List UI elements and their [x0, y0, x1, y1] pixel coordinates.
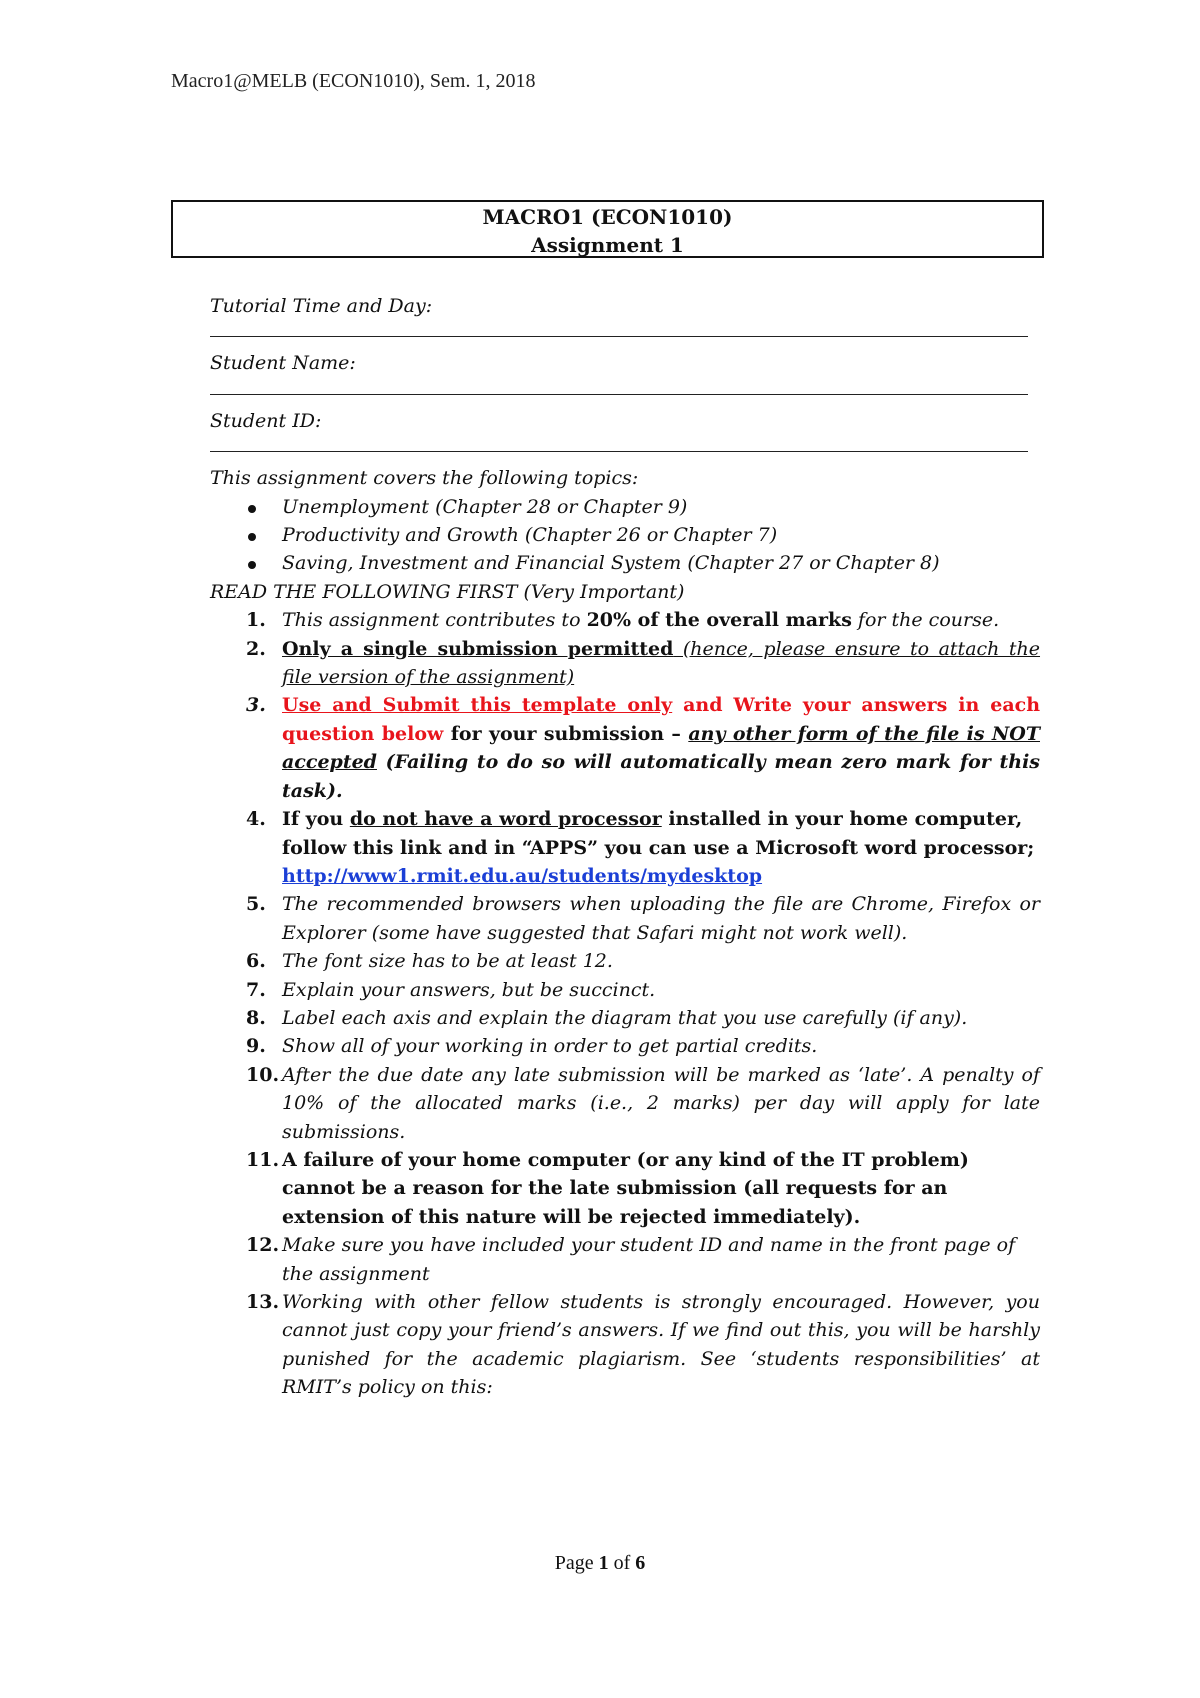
bullet-icon	[248, 533, 256, 541]
mydesktop-link[interactable]: http://www1.rmit.edu.au/students/mydesktop	[282, 864, 763, 887]
rule-item-4: 4. If you do not have a word processor installed in your home computer, follow this link and in “APPS” you can use a Microsoft word processor; http://www1.rmit.edu.au/students/mydesktop	[246, 808, 1035, 887]
rule-item-11: 11. A failure of your home computer (or any kind of the IT problem) cannot be a reason for the late submission (all requests for an extension of this nature will be rejected immediately).	[246, 1148, 969, 1228]
rule-item-10: 10. After the due date any late submission will be marked as ‘late’. A penalty of 10% of the allocated marks (i.e., 2 marks) per day will apply for late submissions.	[246, 1063, 1040, 1143]
topics-intro: This assignment covers the following topics:	[210, 467, 639, 490]
topic-item: Saving, Investment and Financial System (Chapter 27 or Chapter 8)	[210, 549, 1040, 577]
student-id-label: Student ID:	[210, 409, 322, 432]
student-id-field[interactable]	[210, 435, 1028, 452]
current-page-number: 1	[598, 1552, 609, 1574]
document-body	[210, 292, 1040, 1402]
bullet-icon	[248, 505, 256, 513]
rule-item-9: 9. Show all of your working in order to get partial credits.	[246, 1035, 818, 1058]
topics-list	[210, 493, 1040, 578]
assignment-title: Assignment 1	[531, 233, 684, 257]
bullet-icon	[248, 561, 256, 569]
title-box	[171, 200, 1044, 258]
tutorial-time-field[interactable]	[210, 320, 1028, 337]
rule-item-7: 7. Explain your answers, but be succinct.	[246, 978, 656, 1001]
rule-item-13: 13. Working with other fellow students is strongly encouraged. However, you cannot just copy your friend’s answers. If we find out this, you will be harshly punished for the academic plagiarism. See ‘students responsibilities’ at RMIT’s policy on this:	[246, 1291, 1040, 1399]
total-page-number: 6	[635, 1552, 646, 1574]
rule-item-12: 12. Make sure you have included your student ID and name in the front page of the assignment	[246, 1234, 1016, 1285]
student-name-label: Student Name:	[210, 352, 356, 375]
student-name-field[interactable]	[210, 378, 1028, 395]
rules-list	[210, 606, 1040, 1401]
tutorial-time-label: Tutorial Time and Day:	[210, 295, 433, 317]
topic-item: Unemployment (Chapter 28 or Chapter 9)	[210, 493, 1040, 521]
course-title: MACRO1 (ECON1010)	[482, 205, 733, 229]
rule-item-1: 1. This assignment contributes to 20% of the overall marks for the course.	[246, 609, 1000, 632]
read-first-heading: READ THE FOLLOWING FIRST (Very Important)	[210, 580, 685, 603]
rule-item-6: 6. The font size has to be at least 12.	[246, 950, 613, 973]
rule-item-2: 2. Only a single submission permitted (hence, please ensure to attach the file version of the assignment)	[246, 637, 1041, 689]
topic-item: Productivity and Growth (Chapter 26 or Chapter 7)	[210, 521, 1040, 549]
rule-item-5: 5. The recommended browsers when uploading the file are Chrome, Firefox or Explorer (some have suggested that Safari might not work well).	[246, 893, 1040, 944]
rule-item-3: 3. Use and Submit this template only and Write your answers in each question below for your submission – any other form of the file is NOT accepted (Failing to do so will automatically mean zero mark for this task).	[246, 694, 1041, 802]
page-footer: Page 1 of 6	[554, 1552, 646, 1574]
page-header: Macro1@MELB (ECON1010), Sem. 1, 2018	[171, 70, 536, 92]
rule-item-8: 8. Label each axis and explain the diagram that you use carefully (if any).	[246, 1006, 968, 1029]
